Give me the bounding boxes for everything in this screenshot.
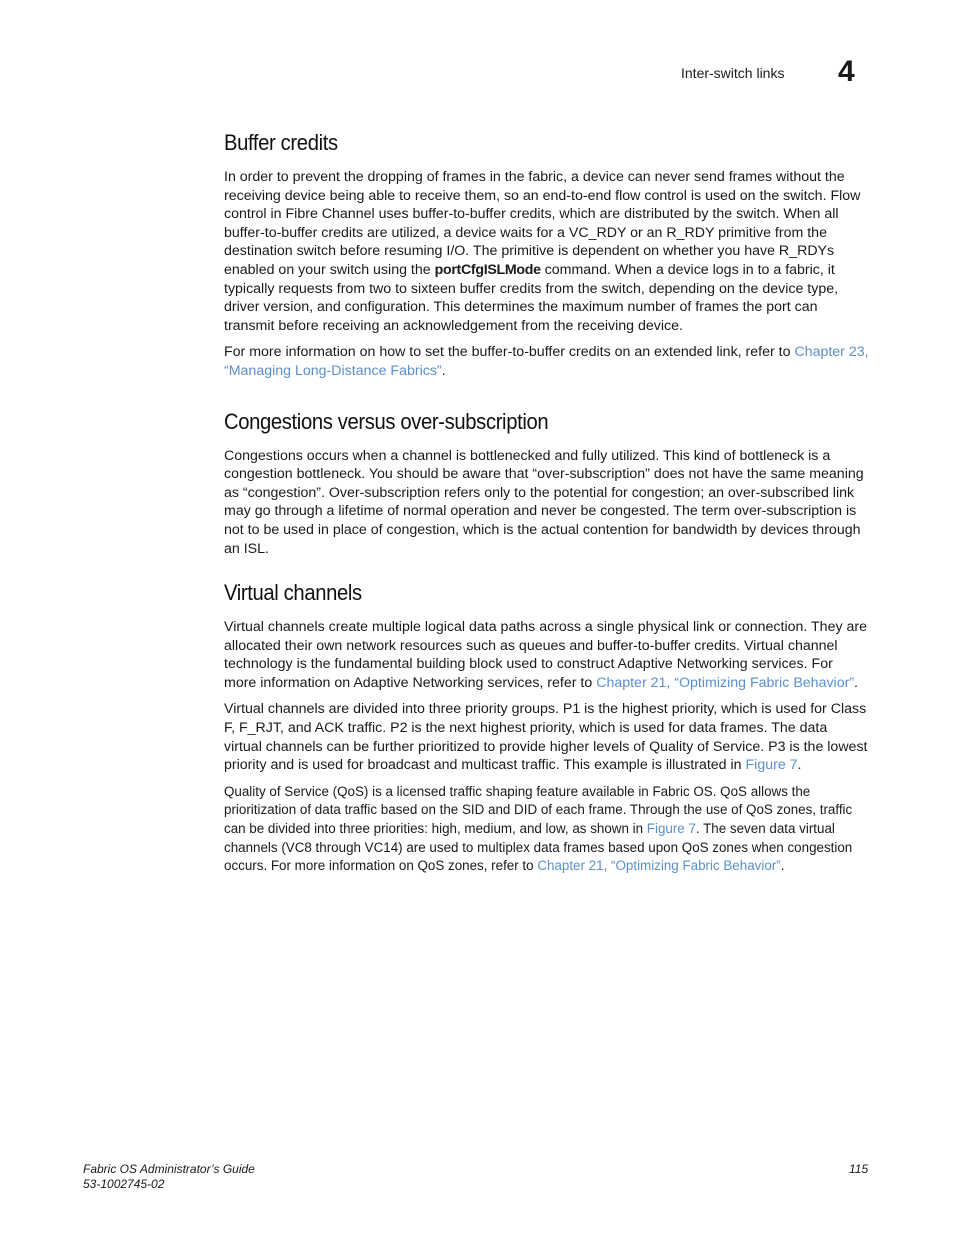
footer-left (83, 1162, 255, 1192)
text-span: . (441, 362, 446, 379)
text-span: Quality of Service (QoS) is a licensed traffic shaping feature available in Fabric OS. QoS allows the prioritization of data traffic based on the SID and DID of each frame. Through the use of QoS zones, traffic can be divided into three priorities: high, medium, and low, as shown in (224, 783, 853, 837)
heading-congestions: Congestions versus over-subscription (224, 408, 549, 434)
chapter-number: 4 (838, 55, 855, 88)
text-span: . (780, 858, 785, 874)
paragraph-virtual-channels-2 (224, 700, 869, 774)
text-span: . (797, 757, 802, 774)
text-span: . The seven data virtual channels (VC8 through VC14) are used to multiplex data frames based upon QoS zones when congestion occurs. For more information on QoS zones, refer to (224, 821, 853, 874)
paragraph-congestions: Congestions occurs when a channel is bottlenecked and fully utilized. This kind of bottleneck is a congestion bottleneck. You should be aware that “over-subscription” does not have the same meaning as “congestion”. Over-subscription refers only to the potential for congestion; an over-subscribed link may go through a lifetime of normal operation and never be congested. The term over-subscription is not to be used in place of congestion, which is the actual contention for bandwidth by devices through an ISL. (224, 447, 864, 557)
link-chapter-21[interactable]: Chapter 21, “Optimizing Fabric Behavior” (537, 858, 781, 874)
heading-virtual-channels: Virtual channels (224, 580, 362, 606)
text-span: Virtual channels are divided into three priority groups. P1 is the highest priority, which is used for Class F, F_RJT, and ACK traffic. P2 is the next highest priority, which is used for data frames. The data virtual channels can be further prioritized to provide higher levels of Quality of Service. P3 is the lowest priority and is used for broadcast and multicast traffic. This example is illustrated in (224, 701, 868, 774)
link-figure-7[interactable]: Figure 7 (646, 821, 696, 837)
command-name: portCfgISLMode (434, 261, 541, 278)
running-title: Inter-switch links (681, 65, 785, 81)
text-span: For more information on how to set the buffer-to-buffer credits on an extended link, refer to (224, 344, 795, 361)
heading-buffer-credits: Buffer credits (224, 130, 338, 155)
link-figure-7[interactable]: Figure 7 (745, 757, 798, 774)
paragraph-virtual-channels-1 (224, 618, 869, 692)
footer-doc-number: 53-1002745-02 (83, 1177, 165, 1191)
footer-guide-title: Fabric OS Administrator’s Guide (83, 1162, 255, 1176)
paragraph-buffer-credits-1 (224, 168, 869, 335)
link-chapter-23[interactable]: Chapter 23, “Managing Long-Distance Fabrics” (224, 344, 869, 379)
text-span: command. When a device logs in to a fabric, it typically requests from two to sixteen buffer credits from the switch, depending on the device type, driver version, and configuration. This determines the maximum number of frames the port can transmit before receiving an acknowledgement from the receiving device. (224, 261, 839, 334)
paragraph-buffer-credits-2 (224, 343, 869, 380)
page-content (224, 130, 869, 884)
text-span: Virtual channels create multiple logical data paths across a single physical link or connection. They are allocated their own network resources such as queues and buffer-to-buffer credits. Virtual channel technology is the fundamental building block used to construct Adaptive Networking services. For more information on Adaptive Networking services, refer to (224, 619, 867, 691)
running-header (0, 55, 954, 102)
page-number: 115 (849, 1162, 869, 1176)
link-chapter-21[interactable]: Chapter 21, “Optimizing Fabric Behavior” (596, 674, 855, 691)
text-span: . (854, 674, 858, 691)
paragraph-virtual-channels-3 (224, 783, 869, 876)
text-span: In order to prevent the dropping of frames in the fabric, a device can never send frames without the receiving device being able to receive them, so an end-to-end flow control is used on the switch. Flow control in Fibre Channel uses buffer-to-buffer credits, which are distributed by the switch. When all buffer-to-buffer credits are utilized, a device waits for a VC_RDY or an R_RDY primitive from the destination switch before resuming I/O. The primitive is dependent on whether you have R_RDYs enabled on your switch using the (224, 169, 861, 278)
